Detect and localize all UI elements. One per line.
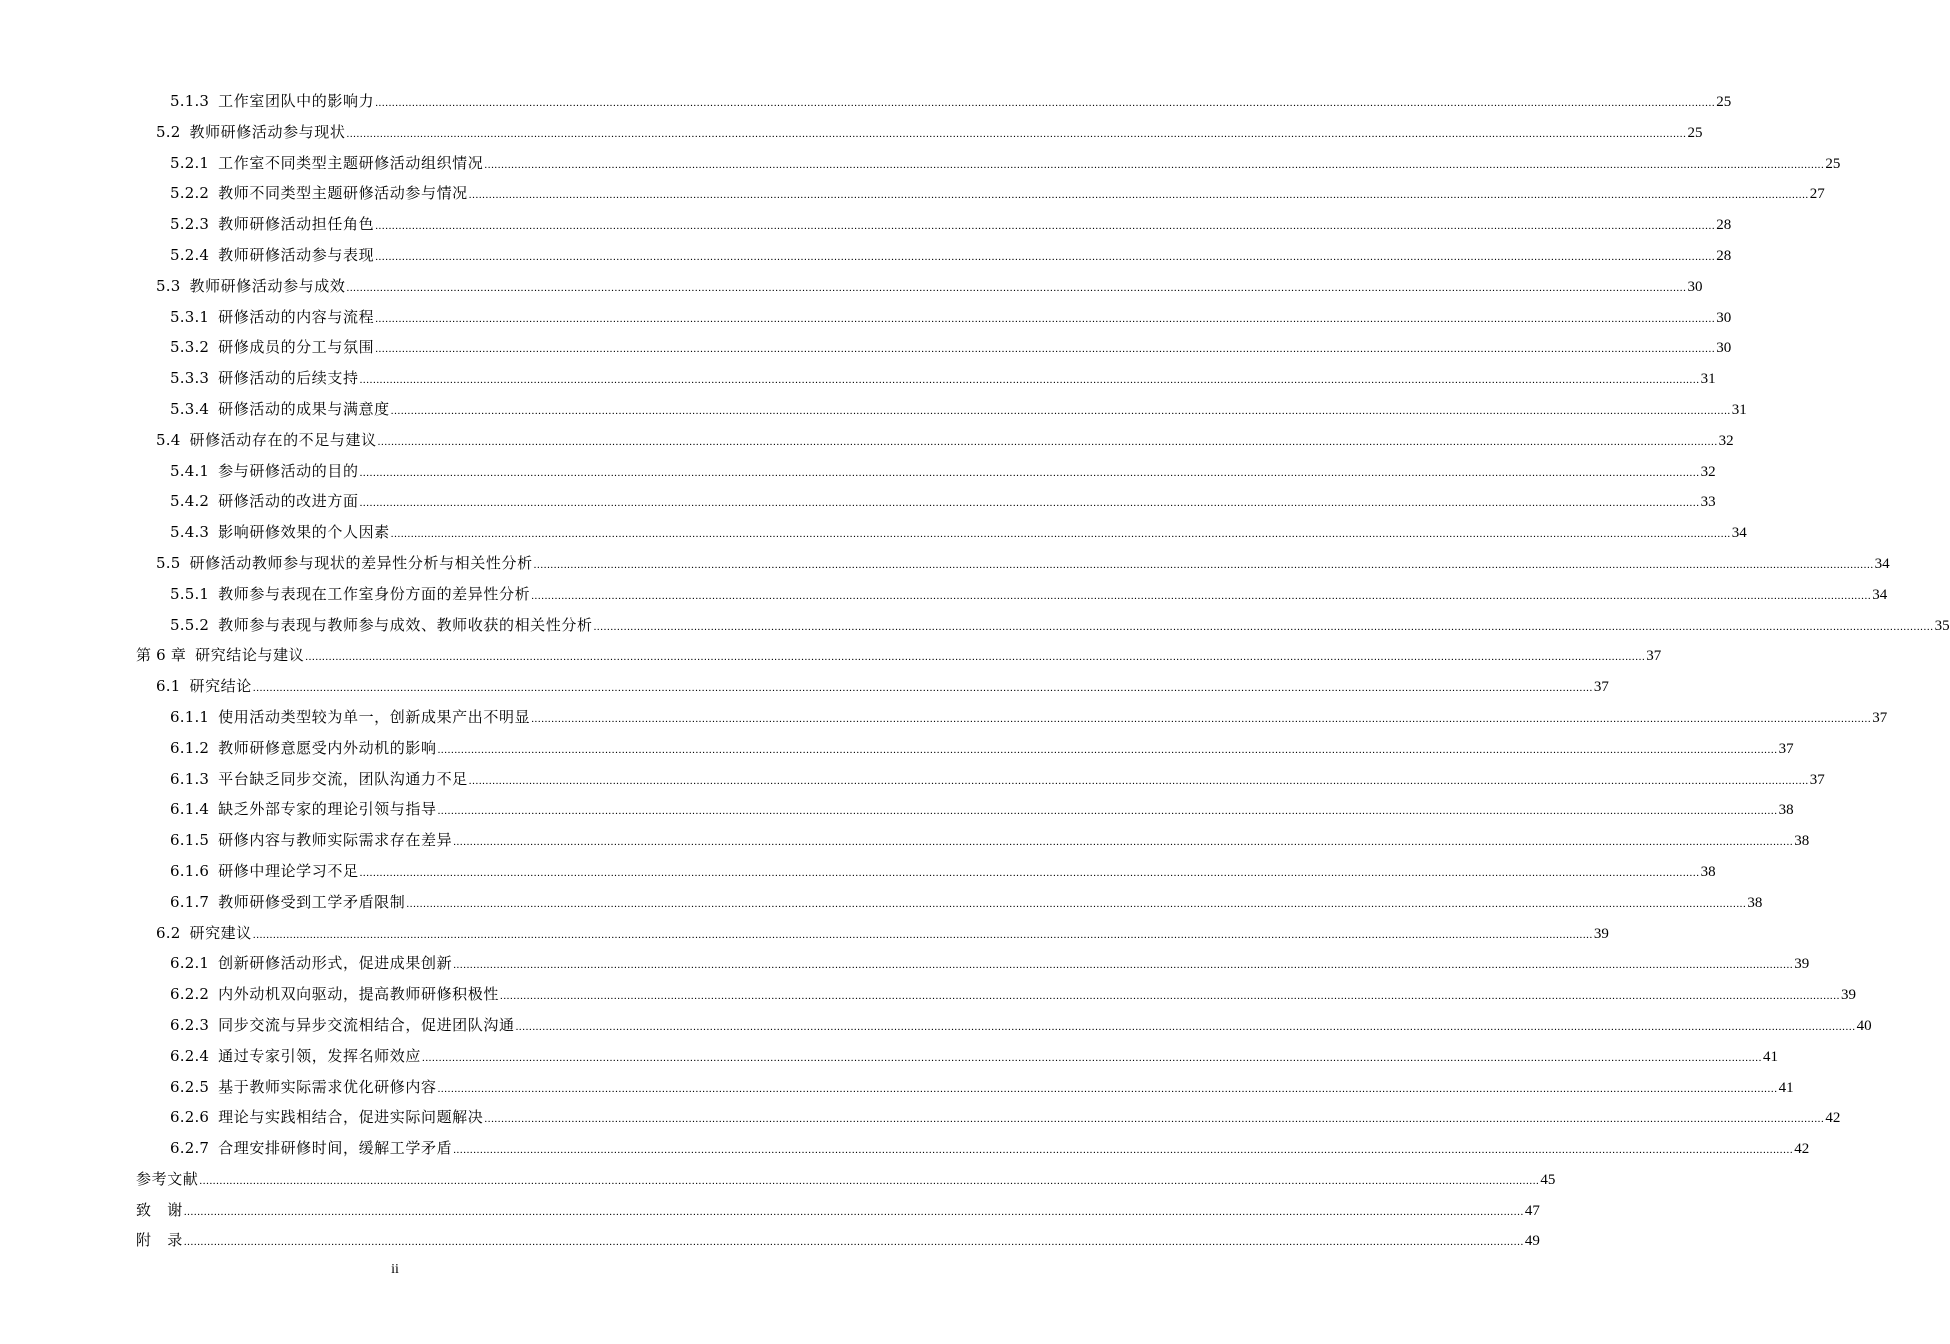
toc-entry[interactable]: [0, 579, 1888, 610]
toc-entry-number: 5.1.3: [170, 92, 210, 110]
toc-entry-number: 6.1.5: [170, 831, 210, 850]
toc-entry[interactable]: [0, 1041, 1778, 1072]
toc-entry-page-number: 41: [1778, 1079, 1794, 1096]
toc-entry-row: [170, 856, 1716, 887]
toc-entry-page-number: 37: [1872, 709, 1888, 726]
page-footer-number: ii: [391, 1262, 399, 1277]
toc-entry-row: [136, 1164, 1556, 1195]
toc-dot-leader: ................................................................................................................................................................................................................................................................................................................................................................................................................: [531, 712, 1872, 725]
toc-entry-title: 研修中理论学习不足: [218, 861, 359, 880]
toc-dot-leader: ................................................................................................................................................................................................................................................................................................................................................................................................................: [375, 343, 1716, 356]
toc-entry[interactable]: [0, 702, 1888, 733]
toc-entry-page-number: 38: [1778, 802, 1794, 819]
toc-entry-page-number: 34: [1874, 555, 1890, 572]
toc-dot-leader: ................................................................................................................................................................................................................................................................................................................................................................................................................: [515, 1020, 1856, 1033]
toc-entry[interactable]: [0, 1010, 1872, 1041]
toc-entry[interactable]: [0, 425, 1734, 456]
toc-entry-page-number: 37: [1593, 679, 1609, 696]
toc-entry-title: 通过专家引领，发挥名师效应: [218, 1046, 421, 1065]
toc-entry-number: 5.5.1: [170, 584, 210, 603]
toc-entry[interactable]: [0, 548, 1890, 579]
toc-entry-title: 教师研修受到工学矛盾限制: [218, 892, 406, 911]
toc-entry-number: 6.2.2: [170, 985, 210, 1004]
toc-entry-page-number: 25: [1687, 124, 1703, 141]
toc-dot-leader: ................................................................................................................................................................................................................................................................................................................................................................................................................: [375, 220, 1716, 233]
toc-entry[interactable]: [0, 302, 1732, 333]
toc-entry-page-number: 42: [1794, 1141, 1810, 1158]
toc-entry-page-number: 40: [1856, 1017, 1872, 1034]
toc-entry-number: 5.3.3: [170, 369, 210, 388]
toc-entry-row: [170, 86, 1732, 117]
toc-entry-row: [170, 332, 1732, 363]
toc-entry-title: 研修内容与教师实际需求存在差异: [218, 831, 453, 850]
toc-entry[interactable]: [0, 240, 1732, 271]
toc-entry-title: 合理安排研修时间，缓解工学矛盾: [218, 1139, 453, 1158]
toc-entry-number: 6.2: [156, 923, 181, 942]
toc-entry[interactable]: [0, 486, 1716, 517]
toc-dot-leader: ................................................................................................................................................................................................................................................................................................................................................................................................................: [437, 1082, 1778, 1095]
toc-entry-title: 教师研修活动参与现状: [189, 122, 346, 141]
toc-entry-title: 研究结论与建议: [195, 646, 305, 665]
toc-entry-row: [156, 117, 1703, 148]
toc-entry-row: [170, 1010, 1872, 1041]
toc-entry-number: 6.1.3: [170, 769, 210, 788]
toc-dot-leader: ................................................................................................................................................................................................................................................................................................................................................................................................................: [421, 1051, 1762, 1064]
toc-entry-number: 5.5: [156, 553, 181, 572]
toc-entry-number: 5.3: [156, 276, 181, 295]
toc-entry-row: [156, 425, 1734, 456]
toc-entry-page-number: 31: [1731, 401, 1747, 418]
toc-dot-leader: ................................................................................................................................................................................................................................................................................................................................................................................................................: [531, 589, 1872, 602]
toc-entry-page-number: 35: [1934, 617, 1950, 634]
toc-dot-leader: ................................................................................................................................................................................................................................................................................................................................................................................................................: [390, 404, 1731, 417]
toc-entry-title: 附 录: [136, 1231, 183, 1250]
toc-entry[interactable]: [0, 271, 1703, 302]
toc-entry-title: 影响研修效果的个人因素: [218, 523, 390, 542]
toc-entry-title: 教师参与表现在工作室身份方面的差异性分析: [218, 584, 531, 603]
toc-entry-row: [170, 579, 1888, 610]
toc-dot-leader: ................................................................................................................................................................................................................................................................................................................................................................................................................: [499, 990, 1840, 1003]
toc-entry-number: 6.1.2: [170, 738, 210, 757]
toc-entry-page-number: 38: [1747, 894, 1763, 911]
toc-entry-page-number: 47: [1524, 1202, 1540, 1219]
table-of-contents: [0, 86, 1950, 1256]
toc-dot-leader: ................................................................................................................................................................................................................................................................................................................................................................................................................: [359, 466, 1700, 479]
toc-dot-leader: ................................................................................................................................................................................................................................................................................................................................................................................................................: [533, 558, 1874, 571]
toc-entry-row: [170, 979, 1856, 1010]
toc-entry-title: 工作室不同类型主题研修活动组织情况: [218, 153, 484, 172]
toc-entry-row: [170, 610, 1950, 641]
toc-entry-title: 内外动机双向驱动，提高教师研修积极性: [218, 985, 499, 1004]
toc-entry[interactable]: [0, 887, 1763, 918]
toc-entry-row: [170, 209, 1732, 240]
toc-entry-title: 教师研修活动参与表现: [218, 245, 375, 264]
toc-entry-number: 5.3.4: [170, 399, 210, 418]
toc-entry-page-number: 32: [1700, 463, 1716, 480]
toc-entry-row: [170, 702, 1888, 733]
toc-entry-title: 同步交流与异步交流相结合，促进团队沟通: [218, 1015, 515, 1034]
toc-entry-row: [170, 456, 1716, 487]
toc-entry[interactable]: [0, 794, 1794, 825]
toc-entry-number: 6.2.5: [170, 1077, 210, 1096]
toc-entry[interactable]: [0, 1195, 1540, 1226]
toc-entry[interactable]: [0, 856, 1716, 887]
toc-dot-leader: ................................................................................................................................................................................................................................................................................................................................................................................................................: [252, 682, 1593, 695]
toc-entry-row: [170, 887, 1763, 918]
toc-entry-row: [170, 764, 1825, 795]
toc-entry-page-number: 25: [1825, 155, 1841, 172]
toc-dot-leader: ................................................................................................................................................................................................................................................................................................................................................................................................................: [468, 189, 1809, 202]
toc-entry-row: [156, 548, 1890, 579]
toc-dot-leader: ................................................................................................................................................................................................................................................................................................................................................................................................................: [437, 805, 1778, 818]
toc-entry-row: [170, 1041, 1778, 1072]
toc-entry-page-number: 33: [1700, 494, 1716, 511]
toc-entry-number: 5.4.1: [170, 461, 210, 480]
toc-entry[interactable]: [0, 948, 1810, 979]
toc-entry-title: 研修成员的分工与氛围: [218, 338, 375, 357]
toc-entry-number: 6.2.6: [170, 1108, 210, 1127]
toc-entry-title: 研修活动教师参与现状的差异性分析与相关性分析: [189, 553, 533, 572]
toc-entry-title: 致 谢: [136, 1200, 183, 1219]
toc-entry-row: [170, 394, 1747, 425]
toc-entry-page-number: 30: [1716, 340, 1732, 357]
toc-entry-page-number: 31: [1700, 371, 1716, 388]
toc-entry-number: 5.2.2: [170, 184, 210, 203]
toc-entry-page-number: 39: [1840, 987, 1856, 1004]
toc-entry-page-number: 38: [1794, 833, 1810, 850]
toc-entry[interactable]: [0, 764, 1825, 795]
toc-dot-leader: ................................................................................................................................................................................................................................................................................................................................................................................................................: [346, 281, 1687, 294]
toc-entry-number: 6.2.4: [170, 1046, 210, 1065]
toc-entry-row: [170, 517, 1747, 548]
toc-entry-row: [170, 733, 1794, 764]
toc-dot-leader: ................................................................................................................................................................................................................................................................................................................................................................................................................: [484, 158, 1825, 171]
toc-entry-title: 参考文献: [136, 1169, 199, 1188]
toc-dot-leader: ................................................................................................................................................................................................................................................................................................................................................................................................................: [484, 1113, 1825, 1126]
toc-entry-page-number: 49: [1524, 1233, 1540, 1250]
toc-entry-page-number: 37: [1778, 740, 1794, 757]
toc-dot-leader: ................................................................................................................................................................................................................................................................................................................................................................................................................: [453, 836, 1794, 849]
toc-dot-leader: ................................................................................................................................................................................................................................................................................................................................................................................................................: [359, 497, 1700, 510]
toc-entry-row: [170, 1072, 1794, 1103]
toc-entry-page-number: 28: [1716, 217, 1732, 234]
toc-entry-title: 创新研修活动形式，促进成果创新: [218, 954, 453, 973]
toc-entry-title: 缺乏外部专家的理论引领与指导: [218, 800, 437, 819]
toc-entry-title: 教师研修活动参与成效: [189, 276, 346, 295]
toc-entry[interactable]: [0, 332, 1732, 363]
toc-entry[interactable]: [0, 1225, 1540, 1256]
toc-entry-title: 研修活动的内容与流程: [218, 307, 375, 326]
toc-entry[interactable]: [0, 733, 1794, 764]
toc-entry-row: [170, 486, 1716, 517]
toc-dot-leader: ................................................................................................................................................................................................................................................................................................................................................................................................................: [359, 866, 1700, 879]
toc-entry-title: 研修活动的后续支持: [218, 369, 359, 388]
toc-dot-leader: ................................................................................................................................................................................................................................................................................................................................................................................................................: [252, 928, 1593, 941]
toc-entry[interactable]: [0, 640, 1662, 671]
toc-entry-number: 6.1.6: [170, 861, 210, 880]
toc-entry-page-number: 38: [1700, 863, 1716, 880]
toc-entry-page-number: 34: [1731, 525, 1747, 542]
toc-entry[interactable]: [0, 1164, 1556, 1195]
toc-entry-page-number: 27: [1809, 186, 1825, 203]
toc-entry-page-number: 30: [1716, 309, 1732, 326]
toc-entry-title: 使用活动类型较为单一，创新成果产出不明显: [218, 707, 531, 726]
toc-dot-leader: ................................................................................................................................................................................................................................................................................................................................................................................................................: [183, 1205, 1524, 1218]
toc-entry-title: 研修活动的成果与满意度: [218, 399, 390, 418]
toc-dot-leader: ................................................................................................................................................................................................................................................................................................................................................................................................................: [375, 312, 1716, 325]
toc-entry-number: 6.1: [156, 677, 181, 696]
toc-entry-number: 6.1.4: [170, 800, 210, 819]
toc-entry-row: [170, 363, 1716, 394]
toc-entry-row: [170, 302, 1732, 333]
toc-entry-page-number: 42: [1825, 1110, 1841, 1127]
toc-entry-page-number: 39: [1794, 956, 1810, 973]
toc-entry-row: [156, 271, 1703, 302]
toc-dot-leader: ................................................................................................................................................................................................................................................................................................................................................................................................................: [593, 620, 1934, 633]
toc-dot-leader: ................................................................................................................................................................................................................................................................................................................................................................................................................: [199, 1174, 1540, 1187]
toc-entry-page-number: 28: [1716, 247, 1732, 264]
toc-entry[interactable]: [0, 178, 1825, 209]
toc-entry[interactable]: [0, 209, 1732, 240]
toc-entry-number: 6.1.7: [170, 892, 210, 911]
toc-dot-leader: ................................................................................................................................................................................................................................................................................................................................................................................................................: [453, 1144, 1794, 1157]
toc-entry-number: 5.3.2: [170, 338, 210, 357]
toc-entry-number: 5.2.4: [170, 245, 210, 264]
toc-entry-page-number: 32: [1718, 432, 1734, 449]
toc-entry-title: 研修活动存在的不足与建议: [189, 430, 377, 449]
toc-entry[interactable]: [0, 117, 1703, 148]
toc-entry-row: [170, 148, 1841, 179]
toc-entry-title: 教师参与表现与教师参与成效、教师收获的相关性分析: [218, 615, 593, 634]
toc-dot-leader: ................................................................................................................................................................................................................................................................................................................................................................................................................: [468, 774, 1809, 787]
toc-entry[interactable]: [0, 148, 1841, 179]
toc-entry-page-number: 25: [1716, 94, 1732, 110]
toc-entry-number: 6.1.1: [170, 707, 210, 726]
toc-dot-leader: ................................................................................................................................................................................................................................................................................................................................................................................................................: [359, 374, 1700, 387]
toc-entry[interactable]: [0, 394, 1747, 425]
toc-entry[interactable]: [0, 456, 1716, 487]
toc-entry-title: 参与研修活动的目的: [218, 461, 359, 480]
toc-entry[interactable]: [0, 610, 1950, 641]
toc-entry-title: 工作室团队中的影响力: [218, 92, 375, 110]
toc-entry-number: 5.5.2: [170, 615, 210, 634]
toc-entry-page-number: 34: [1872, 586, 1888, 603]
toc-dot-leader: ................................................................................................................................................................................................................................................................................................................................................................................................................: [390, 528, 1731, 541]
toc-entry[interactable]: [0, 517, 1747, 548]
toc-dot-leader: ................................................................................................................................................................................................................................................................................................................................................................................................................: [346, 127, 1687, 140]
toc-entry-number: 第 6 章: [136, 646, 187, 665]
toc-entry-row: [170, 948, 1810, 979]
toc-entry-row: [170, 825, 1810, 856]
toc-entry[interactable]: [0, 86, 1732, 117]
toc-entry[interactable]: [0, 1133, 1810, 1164]
toc-entry-page-number: 45: [1540, 1171, 1556, 1188]
toc-entry-number: 6.2.7: [170, 1139, 210, 1158]
toc-entry-page-number: 41: [1762, 1048, 1778, 1065]
toc-entry-number: 5.4.3: [170, 523, 210, 542]
toc-entry-number: 5.2.1: [170, 153, 210, 172]
toc-entry-page-number: 39: [1593, 925, 1609, 942]
toc-entry-row: [156, 671, 1609, 702]
toc-entry-title: 教师研修意愿受内外动机的影响: [218, 738, 437, 757]
toc-entry-page-number: 37: [1646, 648, 1662, 665]
toc-entry-title: 教师不同类型主题研修活动参与情况: [218, 184, 468, 203]
toc-dot-leader: ................................................................................................................................................................................................................................................................................................................................................................................................................: [305, 651, 1646, 664]
toc-entry-title: 研究建议: [189, 923, 252, 942]
toc-entry[interactable]: [0, 918, 1609, 949]
toc-entry-page-number: 37: [1809, 771, 1825, 788]
toc-entry-number: 5.3.1: [170, 307, 210, 326]
toc-entry-number: 5.2: [156, 122, 181, 141]
toc-dot-leader: ................................................................................................................................................................................................................................................................................................................................................................................................................: [183, 1236, 1524, 1249]
toc-entry-row: [136, 1225, 1540, 1256]
toc-entry[interactable]: [0, 363, 1716, 394]
toc-entry-row: [136, 640, 1662, 671]
toc-entry-title: 研究结论: [189, 677, 252, 696]
toc-entry-row: [170, 794, 1794, 825]
toc-entry[interactable]: [0, 979, 1856, 1010]
toc-entry[interactable]: [0, 1072, 1794, 1103]
toc-entry-row: [170, 1133, 1810, 1164]
toc-entry-title: 研修活动的改进方面: [218, 492, 359, 511]
toc-dot-leader: ................................................................................................................................................................................................................................................................................................................................................................................................................: [375, 250, 1716, 263]
toc-entry-row: [156, 918, 1609, 949]
toc-entry-row: [136, 1195, 1540, 1226]
toc-entry-row: [170, 178, 1825, 209]
toc-dot-leader: ................................................................................................................................................................................................................................................................................................................................................................................................................: [406, 897, 1747, 910]
toc-entry[interactable]: [0, 825, 1810, 856]
toc-dot-leader: ................................................................................................................................................................................................................................................................................................................................................................................................................: [375, 97, 1716, 109]
toc-entry-number: 5.4: [156, 430, 181, 449]
toc-entry-page-number: 30: [1687, 278, 1703, 295]
toc-entry-number: 5.4.2: [170, 492, 210, 511]
toc-entry-title: 教师研修活动担任角色: [218, 215, 375, 234]
toc-entry-title: 基于教师实际需求优化研修内容: [218, 1077, 437, 1096]
toc-dot-leader: ................................................................................................................................................................................................................................................................................................................................................................................................................: [453, 959, 1794, 972]
toc-entry[interactable]: [0, 671, 1609, 702]
toc-dot-leader: ................................................................................................................................................................................................................................................................................................................................................................................................................: [437, 743, 1778, 756]
toc-entry-title: 理论与实践相结合，促进实际问题解决: [218, 1108, 484, 1127]
toc-entry-row: [170, 1102, 1841, 1133]
toc-dot-leader: ................................................................................................................................................................................................................................................................................................................................................................................................................: [377, 435, 1718, 448]
toc-entry-number: 6.2.3: [170, 1015, 210, 1034]
toc-entry-title: 平台缺乏同步交流，团队沟通力不足: [218, 769, 468, 788]
toc-entry-number: 6.2.1: [170, 954, 210, 973]
toc-entry-row: [170, 240, 1732, 271]
toc-entry-number: 5.2.3: [170, 215, 210, 234]
toc-entry[interactable]: [0, 1102, 1841, 1133]
